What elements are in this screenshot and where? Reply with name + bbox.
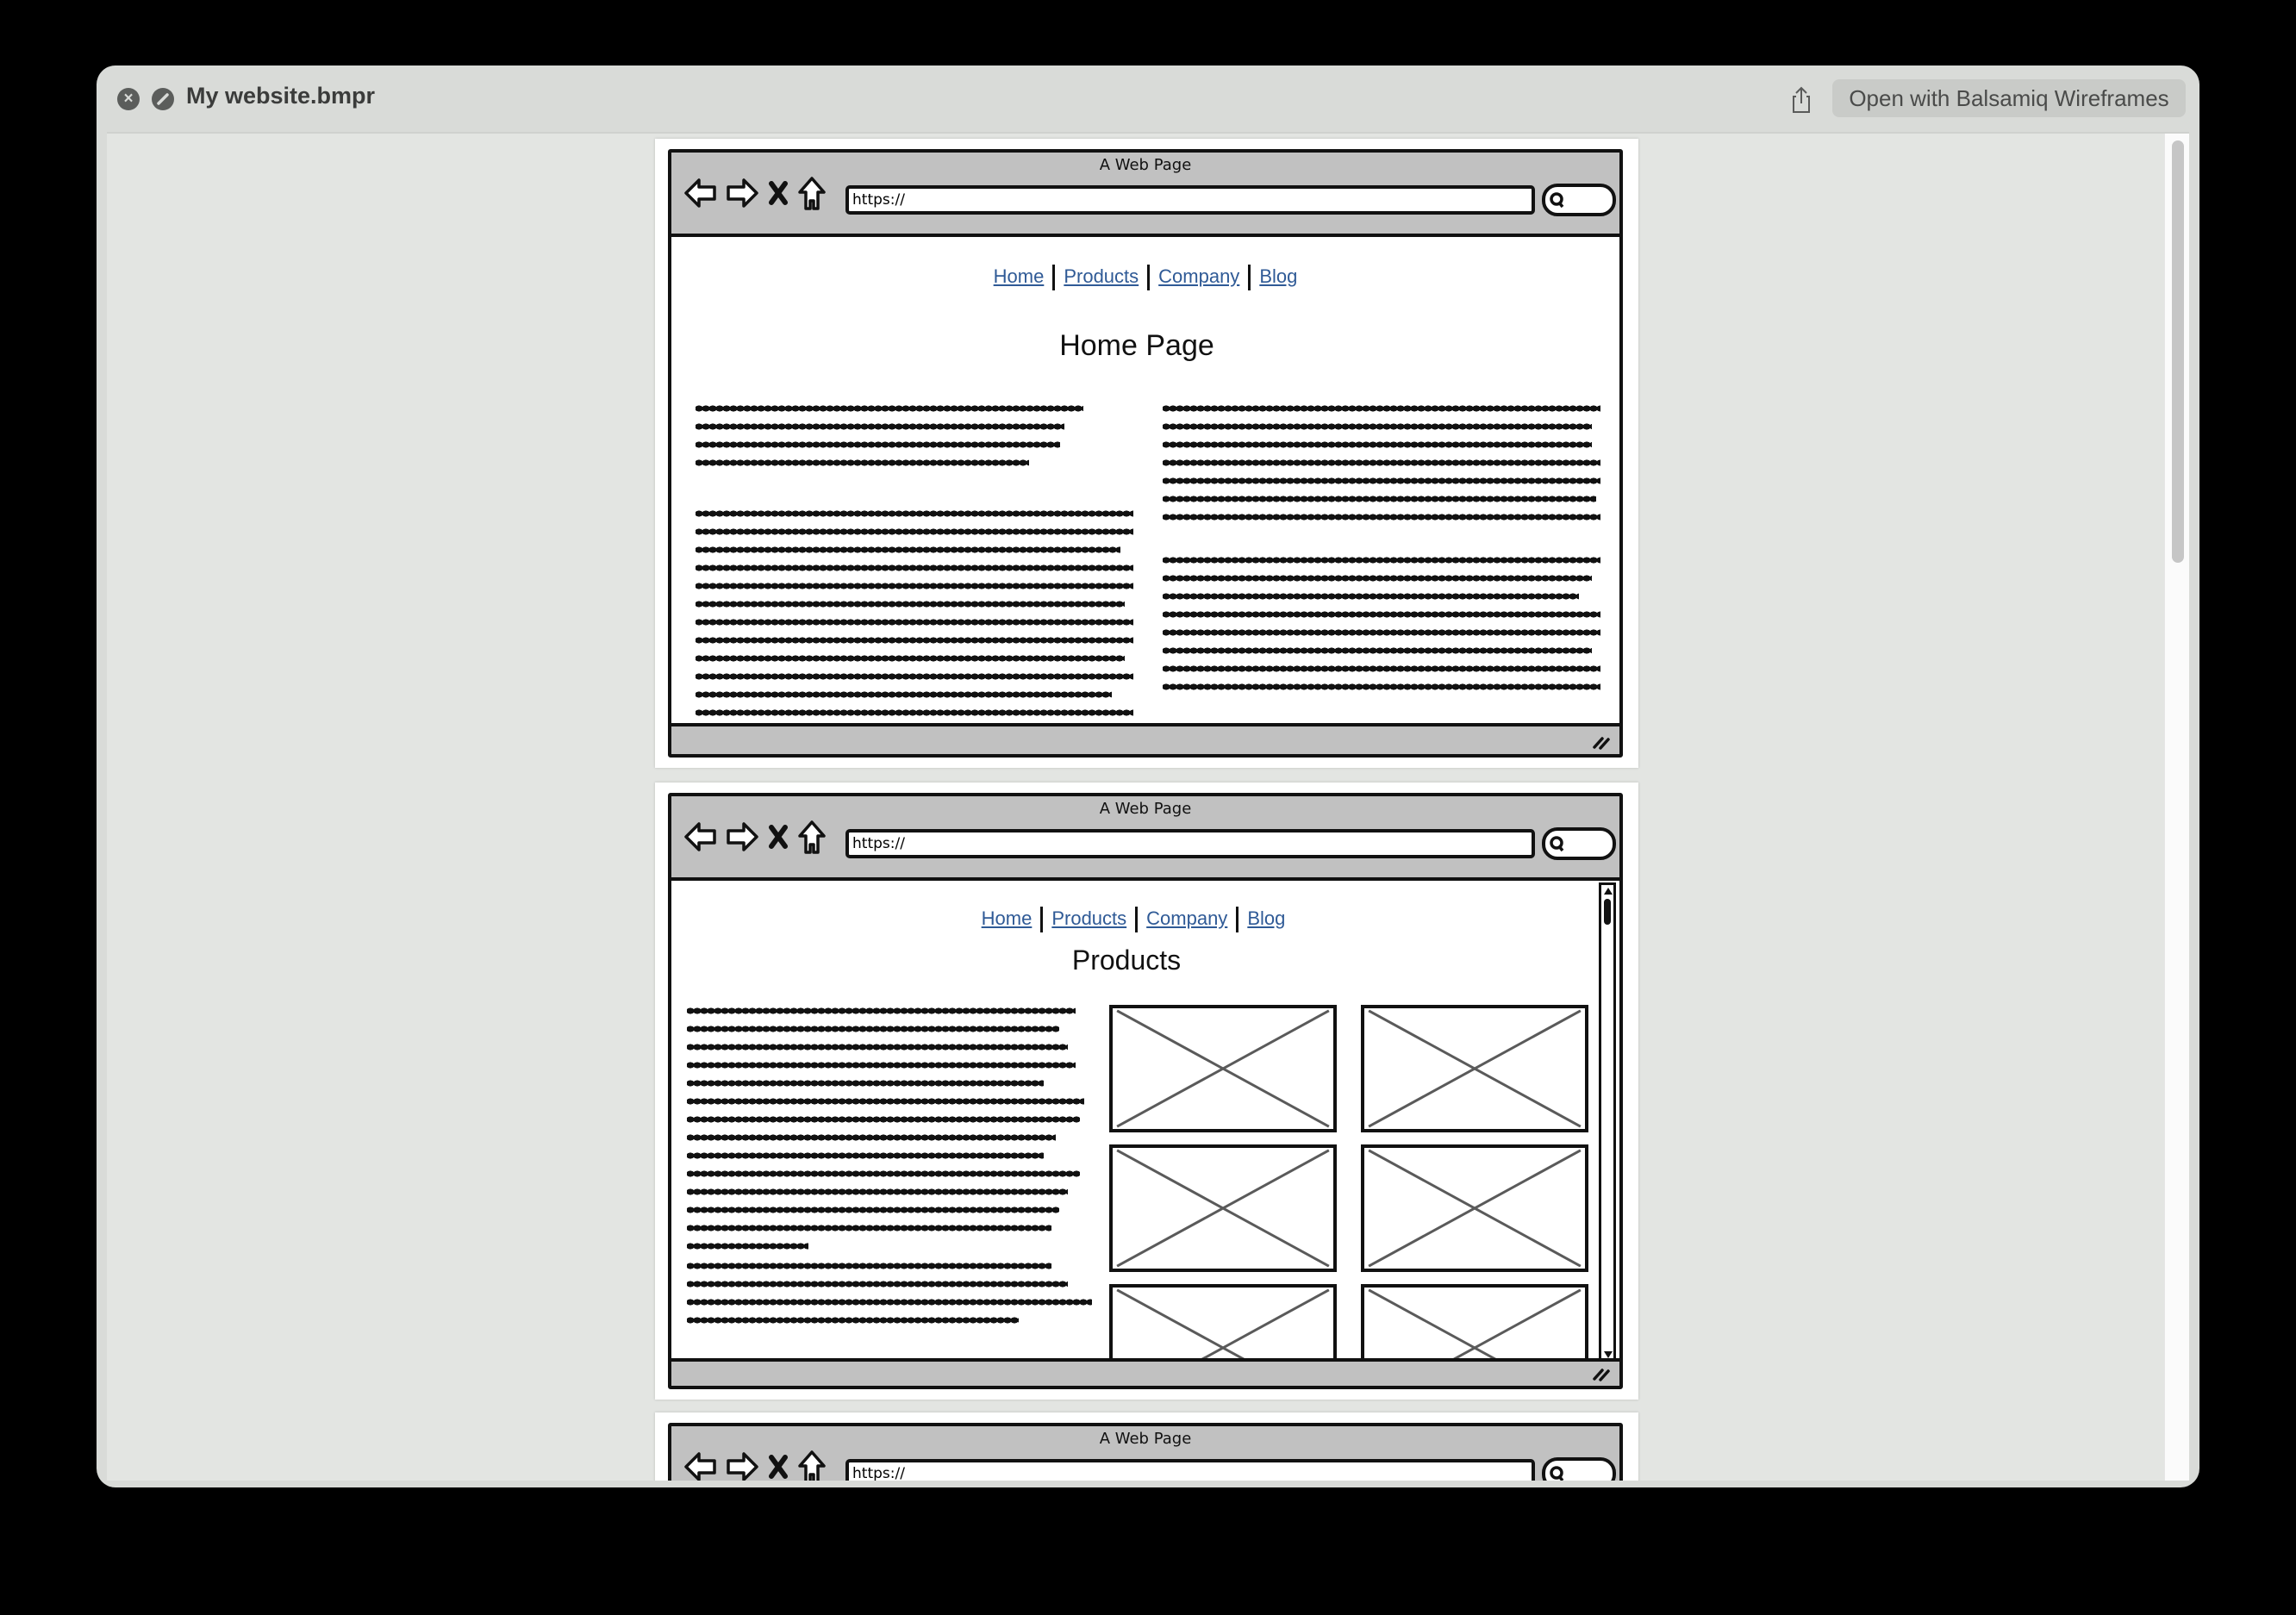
back-arrow-icon xyxy=(683,1450,718,1481)
nav-link-home[interactable]: Home xyxy=(993,265,1045,287)
nav-link-products[interactable]: Products xyxy=(1051,907,1127,929)
nav-link-home[interactable]: Home xyxy=(981,907,1033,929)
search-icon xyxy=(1549,1464,1566,1481)
nav-link-products[interactable]: Products xyxy=(1064,265,1139,287)
close-icon[interactable]: × xyxy=(117,88,140,110)
url-field: https:// xyxy=(845,829,1535,858)
site-nav xyxy=(668,907,1607,932)
image-placeholder xyxy=(1361,1005,1588,1132)
text-block xyxy=(696,402,1083,475)
forward-arrow-icon xyxy=(725,177,759,209)
browser-chrome xyxy=(671,1426,1619,1481)
text-block xyxy=(687,1260,1092,1332)
wireframe-card-3[interactable] xyxy=(655,1412,1638,1481)
back-arrow-icon xyxy=(683,820,718,853)
url-field: https:// xyxy=(845,185,1535,215)
scrollbar-thumb[interactable] xyxy=(2172,140,2184,563)
browser-chrome xyxy=(671,796,1619,881)
preview-canvas xyxy=(107,132,2189,1481)
text-block xyxy=(687,1005,1092,1258)
inner-scroll-thumb xyxy=(1604,899,1611,925)
page-heading: Home Page xyxy=(1059,329,1214,362)
image-placeholder xyxy=(1109,1005,1337,1132)
inner-scrollbar xyxy=(1599,882,1616,1363)
search-field xyxy=(1542,827,1616,860)
block-icon[interactable] xyxy=(152,88,174,110)
browser-status-bar xyxy=(671,723,1619,754)
stop-x-icon xyxy=(768,177,789,209)
nav-link-blog[interactable]: Blog xyxy=(1259,265,1298,287)
stop-x-icon xyxy=(768,820,789,853)
browser-chrome xyxy=(671,153,1619,237)
stop-x-icon xyxy=(768,1450,789,1481)
nav-separator xyxy=(1147,265,1150,290)
site-nav xyxy=(671,265,1619,290)
title-bar xyxy=(97,65,2199,132)
back-arrow-icon xyxy=(683,177,718,209)
canvas-vertical-scrollbar[interactable] xyxy=(2164,134,2189,1481)
search-icon xyxy=(1549,834,1566,853)
app-window xyxy=(97,65,2199,1487)
browser-status-bar xyxy=(671,1358,1619,1386)
nav-separator xyxy=(1236,907,1238,932)
nav-link-blog[interactable]: Blog xyxy=(1247,907,1286,929)
text-block xyxy=(1163,554,1600,699)
nav-link-company[interactable]: Company xyxy=(1146,907,1228,929)
browser-window-mockup xyxy=(668,149,1623,758)
browser-window-mockup xyxy=(668,1423,1623,1481)
search-field xyxy=(1542,1457,1616,1481)
forward-arrow-icon xyxy=(725,820,759,853)
url-field: https:// xyxy=(845,1459,1535,1481)
nav-separator xyxy=(1248,265,1251,290)
window-title: My website.bmpr xyxy=(186,83,376,109)
text-block xyxy=(696,508,1133,743)
wireframe-card-products[interactable] xyxy=(655,783,1638,1400)
browser-title: A Web Page xyxy=(1099,1430,1192,1448)
home-icon xyxy=(797,1450,827,1481)
resize-grip-icon xyxy=(1592,1365,1611,1382)
search-icon xyxy=(1549,190,1566,209)
image-placeholder xyxy=(1361,1144,1588,1272)
resize-grip-icon xyxy=(1592,733,1611,751)
share-icon[interactable] xyxy=(1784,83,1819,117)
nav-separator xyxy=(1135,907,1138,932)
scroll-up-arrow-icon xyxy=(1603,887,1613,895)
search-field xyxy=(1542,184,1616,216)
page-heading: Products xyxy=(1071,945,1182,976)
home-icon xyxy=(797,177,827,211)
nav-separator xyxy=(1052,265,1055,290)
forward-arrow-icon xyxy=(725,1450,759,1481)
nav-separator xyxy=(1040,907,1043,932)
open-with-balsamiq-button[interactable]: Open with Balsamiq Wireframes xyxy=(1832,79,2186,117)
nav-link-company[interactable]: Company xyxy=(1158,265,1240,287)
browser-title: A Web Page xyxy=(1099,156,1192,174)
browser-window-mockup xyxy=(668,793,1623,1389)
browser-title: A Web Page xyxy=(1099,800,1192,818)
text-block xyxy=(1163,402,1600,529)
home-icon xyxy=(797,820,827,855)
wireframe-card-home[interactable] xyxy=(655,139,1638,768)
image-placeholder xyxy=(1109,1144,1337,1272)
